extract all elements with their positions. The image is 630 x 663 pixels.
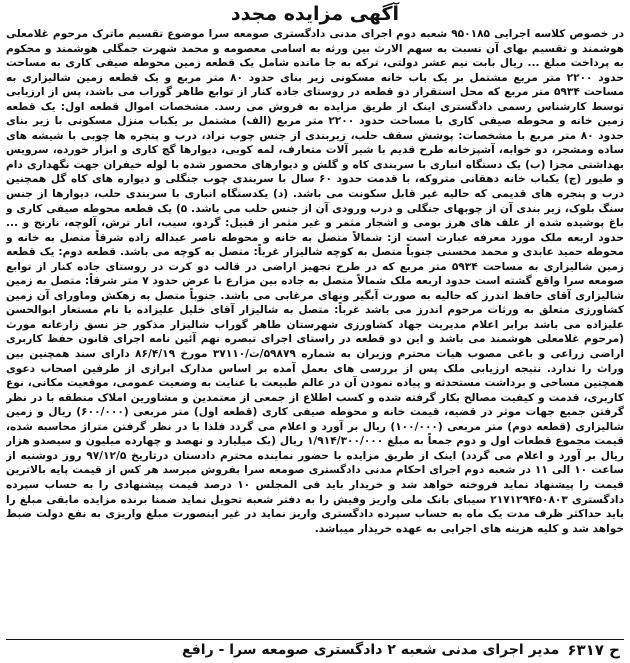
footer-code: ح ۶۳۱۷ xyxy=(567,641,620,659)
notice-title: آگهی مزایده مجدد xyxy=(230,3,400,25)
notice-paragraph: در خصوص کلاسه اجرایی ۹۵۰۱۸۵ شعبه دوم اجرای مدنی دادگستری صومعه سرا موضوع تقسیم ماترک مرحوم غلامعلی هوشمند و تقسیم بهای آن نسبت به سهم الارث بین ورثه به اسامی معصومه و محمد شهرت جمگلی هوشمند و محکوم به پرداخت مبلغ ... ریال بابت نیم عشر دولتی، ترکه به جا مانده شامل یک قطعه زمین محوطه صیفی کاری به مساحت حدود ۲۲۰۰ متر مربع مشتمل بر یک باب خانه مسکونی زیر بنای حدود ۸۰ متر مربع و یک قطعه زمین شالیزاری به مساحت ۵۹۳۴ متر مربع که محل استقرار دو قطعه در روستای جاده کنار از توابع طاهر گوراب می باشد، پس از ارزیابی توسط کارشناس رسمی دادگستری اینک از طریق مزایده به فروش می رسد. مشخصات اموال قطعه اول: یک قطعه زمین خانه و محوطه صیفی کاری با مساحت حدود ۲۲۰۰ متر مربع (الف) مشتمل بر یکباب منزل مسکونی با زیر بنای حدود ۸۰ متر مربع با مشخصات: پوشش سقف حلب، زیربندی از جنس چوب نراد، درب و پنجره ها چوبی با شیشه های ساده ومشجر، دو خوابه، آشپزخانه طرح قدیم با شیر آلات متعارف، لمه کوبی، دیوارها گچ کاری و ابزار خورده، سرویس بهداشتی مجزا (ب) یک دستگاه انباری با سربندی کاه و گلش و دیوارهای محصور شده با لوله خیفران جهت نگهداری دام و طیور (ج) یکباب خانه دهقانی متروکه، با قدمت حدود ۶۰ سال با سربندی چوب جنگلی و دیواره های کاه گل همچنین درب و پنجره های قدیمی که حالیه غیر قابل سکونت می باشد. (د) یکدستگاه انباری با سربندی حلب، دیوارها از جنس سنگ بلوک، زیر بندی آن از چوبهای جنگلی و درب ورودی آن از جنس حلب می باشد. ۵) یک قطعه محوطه صیفی کاری و باغ پوشیده شده از علف های هرز بومی و اشجار مثمر و غیر مثمر از قبیل: گردو، سیب، انار ترش، آلوچه، نارنج و ... حدود اربعه ملک مورد معرفه عبارت است از: شمالاً متصل به خانه و محوطه ناصر عبداله زاده شرقاً متصل به خانه و محوطه حمید عابدی و محمد محسنی جنوباً متصل به کوچه شالیزار غرباً: متصل به کوچه می باشد. قطعه دوم: یک قطعه زمین شالیزاری به مساحت ۵۹۳۴ متر مربع که در طرح تجهیز اراضی در قالب دو کرت در روستای جاده کنار از توابع صومعه سرا واقع گشته است حدود اربعه ملک شمالاً متصل به جاده بین مزارع با عرض حدود ۷ متر شرقاً: متصل به زمین شالیزاری آقای حافظ اندرز که حالیه به صورت آبگیر ونهای مرغابی می باشد. جنوباً متصل به زهکش وماورای آن زمین کشاورزی متعلق به ورثات مرحوم اندرز می باشد غرباً: متصل به شالیزار آقای خلیل علیزاده با نام مستعار ابوالحسن علیزاده می باشد برابر اعلام مدیریت جهاد کشاورزی شهرستان طاهر گوراب شالیزار مذکور جز نسق زارعانه مورث (مرحوم غلامعلی هوشمند می باشد و این دو قطعه در راستای اجرای تبصره نهم آئین نامه اجرای قانون حفظ کاربری اراضی زراعی و باغی مصوب هیات محترم وزیران به شماره ۵۹۸۷۹/ت/۳۷۱۱۰ مورخ ۸۶/۴/۱۹ دارای سند همچنین بین وراث را ندارد. نتیجه ارزیابی ملک پس از بررسی های بعمل آمده بر اساس مدارک ابرازی از طرفین اصحاب دعوی همچنین مساحی و برداشت مستحدثه و پیاده نمودن آن در عالم طبیعت با عنایت به وضعیت عمومی، موقعیت مکانی، نوع کاربری، قدمت و کیفیت مصالح بکار گرفته شده و کسب اطلاع از جمعی از معتمدین و مشاورین املاک منطقه با در نظر گرفتن جمیع جهات موثر در قضیه، قیمت خانه و محوطه صیفی کاری (قطعه اول) متر مربعی (۶۰۰/۰۰۰) ریال و زمین شالیزاری (قطعه دوم) متر مربعی (۱۰۰/۰۰۰) ریال بر آورد و اعلام می گردد فلذا با در نظر گرفتن متراژ محاسبه شده، قیمت مجموع قطعات اول و دوم جمعاً به مبلغ ۱/۹۱۴/۳۰۰/۰۰۰ ریال (یک میلیارد و نهصد و چهارده میلیون و سیصدو هزار ریال بر آورد و اعلام می گردد) اینک از طریق مزایده با حضور نماینده محترم دادستان درتاریخ ۹۷/۱۲/۵ روز دوشنبه از ساعت ۱۰ الی ۱۱ در شعبه دوم اجرای احکام مدنی دادگستری صومعه سرا بفروش میرسد هر کس از قیمت پایه بالاترین قیمت را پیشنهاد نماید فروخته خواهد شد و خریدار باید فی المجلس ۱۰ درصد قیمت پیشنهادی را به حساب سپرده دادگستری ۲۱۷۱۲۹۴۵۰۸۰۳ سیبای بانک ملی واریز وفیش را به دفتر شعبه تحویل نماید ضمنا برنده مزایده مابقی مبلغ را باید حداکثر ظرف مدت یک ماه به حساب سپرده دادگستری واریز نماید در غیر اینصورت مبلغ واریزی به نفع دولت ضبط خواهد شد و کلیه هزینه های اجرایی به عهده خریدار میباشد. xyxy=(6,28,624,535)
notice-body xyxy=(6,27,624,637)
footer-divider xyxy=(6,639,624,640)
footer-signature: مدیر اجرای مدنی شعبه ۲ دادگستری صومعه سرا - رافع xyxy=(182,642,560,658)
notice-footer xyxy=(6,641,624,659)
